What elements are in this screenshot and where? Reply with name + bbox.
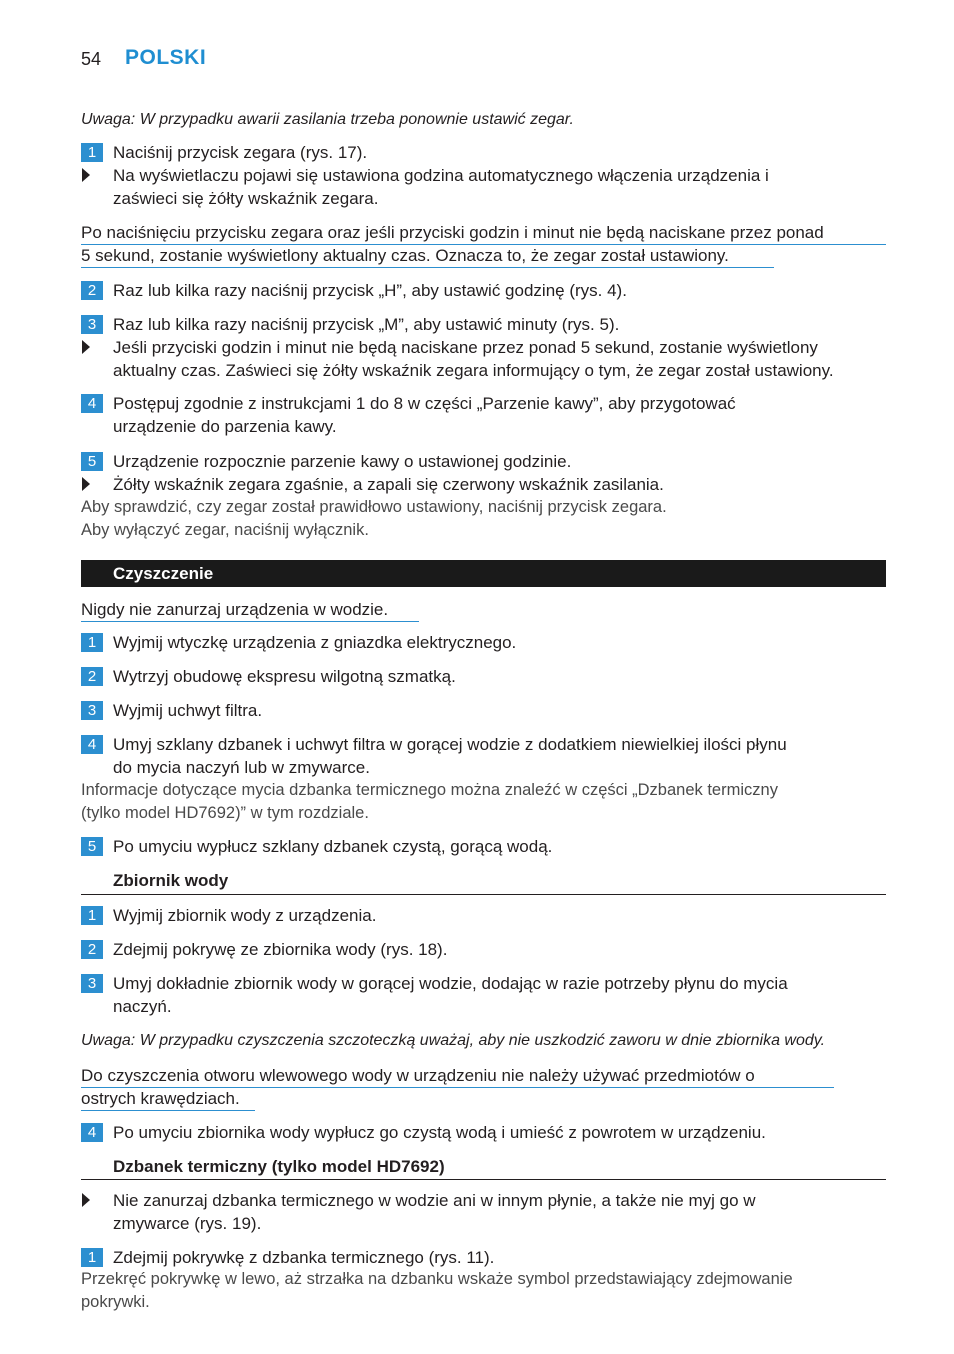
bullet-text: Jeśli przyciski godzin i minut nie będą naciskane przez ponad 5 sekund, zostanie wyświetlony [113,338,818,357]
step-text: Raz lub kilka razy naciśnij przycisk „H”, aby ustawić godzinę (rys. 4). [113,281,627,300]
section-title: Czyszczenie [113,564,214,583]
step-text: Umyj szklany dzbanek i uchwyt filtra w gorącej wodzie z dodatkiem niewielkiej ilości płynu [113,735,787,754]
warning-text: 5 sekund, zostanie wyświetlony aktualny czas. Oznacza to, że zegar został ustawiony. [81,246,729,265]
step-text: Zdejmij pokrywę ze zbiornika wody (rys. 18). [113,940,448,959]
step-text: Postępuj zgodnie z instrukcjami 1 do 8 w części „Parzenie kawy”, aby przygotować [113,394,736,413]
bullet-icon [82,477,90,491]
step-number: 5 [81,837,103,856]
info-text: (tylko model HD7692)” w tym rozdziale. [81,804,369,822]
bullet-text: Nie zanurzaj dzbanka termicznego w wodzie ani w innym płynie, a także nie myj go w [113,1191,756,1210]
step-text: Naciśnij przycisk zegara (rys. 17). [113,143,368,162]
warning-text: Po naciśnięciu przycisku zegara oraz jeśli przyciski godzin i minut nie będą naciskane przez ponad [81,223,824,242]
step-number: 4 [81,394,103,413]
info-text: Informacje dotyczące mycia dzbanka termicznego można znaleźć w części „Dzbanek termiczny [81,781,778,799]
language-header: POLSKI [125,46,207,69]
info-text: Aby wyłączyć zegar, naciśnij wyłącznik. [81,521,369,539]
note-power-failure: Uwaga: W przypadku awarii zasilania trzeba ponownie ustawić zegar. [81,111,574,128]
step-number: 1 [81,906,103,925]
step-text: Wytrzyj obudowę ekspresu wilgotną szmatką. [113,667,456,686]
bullet-text: Żółty wskaźnik zegara zgaśnie, a zapali się czerwony wskaźnik zasilania. [113,475,664,494]
bullet-text: zaświeci się żółty wskaźnik zegara. [113,189,379,208]
step-text: naczyń. [113,997,172,1016]
subsection-title-water-tank: Zbiornik wody [113,871,229,890]
bullet-text: zmywarce (rys. 19). [113,1214,262,1233]
step-number: 1 [81,633,103,652]
section-header-cleaning [81,560,886,587]
step-number: 2 [81,940,103,959]
info-text: pokrywki. [81,1293,150,1311]
warning-underline [81,267,774,268]
step-text: Wyjmij zbiornik wody z urządzenia. [113,906,377,925]
step-text: Urządzenie rozpocznie parzenie kawy o ustawionej godzinie. [113,452,572,471]
warning-text: Do czyszczenia otworu wlewowego wody w urządzeniu nie należy używać przedmiotów o [81,1066,755,1085]
step-text: urządzenie do parzenia kawy. [113,417,337,436]
bullet-text: Na wyświetlaczu pojawi się ustawiona godzina automatycznego włączenia urządzenia i [113,166,769,185]
info-text: Przekręć pokrywkę w lewo, aż strzałka na dzbanku wskaże symbol przedstawiający zdejmowanie [81,1270,793,1288]
bullet-icon [82,340,90,354]
info-text: Aby sprawdzić, czy zegar został prawidłowo ustawiony, naciśnij przycisk zegara. [81,498,667,516]
step-number: 1 [81,1248,103,1267]
step-text: Po umyciu zbiornika wody wypłucz go czystą wodą i umieść z powrotem w urządzeniu. [113,1123,766,1142]
subsection-rule [81,1179,886,1180]
note-brush: Uwaga: W przypadku czyszczenia szczoteczką uważaj, aby nie uszkodzić zaworu w dnie zbiornika wody. [81,1032,826,1049]
step-number: 2 [81,281,103,300]
subsection-rule [81,894,886,895]
step-text: Umyj dokładnie zbiornik wody w gorącej wodzie, dodając w razie potrzeby płynu do mycia [113,974,788,993]
step-number: 5 [81,452,103,471]
step-text: Po umyciu wypłucz szklany dzbanek czystą, gorącą wodą. [113,837,553,856]
bullet-icon [82,168,90,182]
step-text: Zdejmij pokrywkę z dzbanka termicznego (rys. 11). [113,1248,495,1267]
step-number: 4 [81,1123,103,1142]
step-text: Wyjmij wtyczkę urządzenia z gniazdka elektrycznego. [113,633,517,652]
warning-text: Nigdy nie zanurzaj urządzenia w wodzie. [81,600,389,619]
step-number: 3 [81,315,103,334]
bullet-text: aktualny czas. Zaświeci się żółty wskaźnik zegara informujący o tym, że zegar został ustawiony. [113,361,834,380]
step-number: 4 [81,735,103,754]
step-number: 3 [81,701,103,720]
step-text: do mycia naczyń lub w zmywarce. [113,758,370,777]
step-text: Raz lub kilka razy naciśnij przycisk „M”, aby ustawić minuty (rys. 5). [113,315,620,334]
warning-underline [81,621,419,622]
bullet-icon [82,1193,90,1207]
step-number: 3 [81,974,103,993]
page-number: 54 [81,49,102,69]
subsection-title-thermal-jug: Dzbanek termiczny (tylko model HD7692) [113,1157,445,1176]
warning-underline [81,1110,255,1111]
step-text: Wyjmij uchwyt filtra. [113,701,263,720]
step-number: 1 [81,143,103,162]
warning-text: ostrych krawędziach. [81,1089,240,1108]
step-number: 2 [81,667,103,686]
